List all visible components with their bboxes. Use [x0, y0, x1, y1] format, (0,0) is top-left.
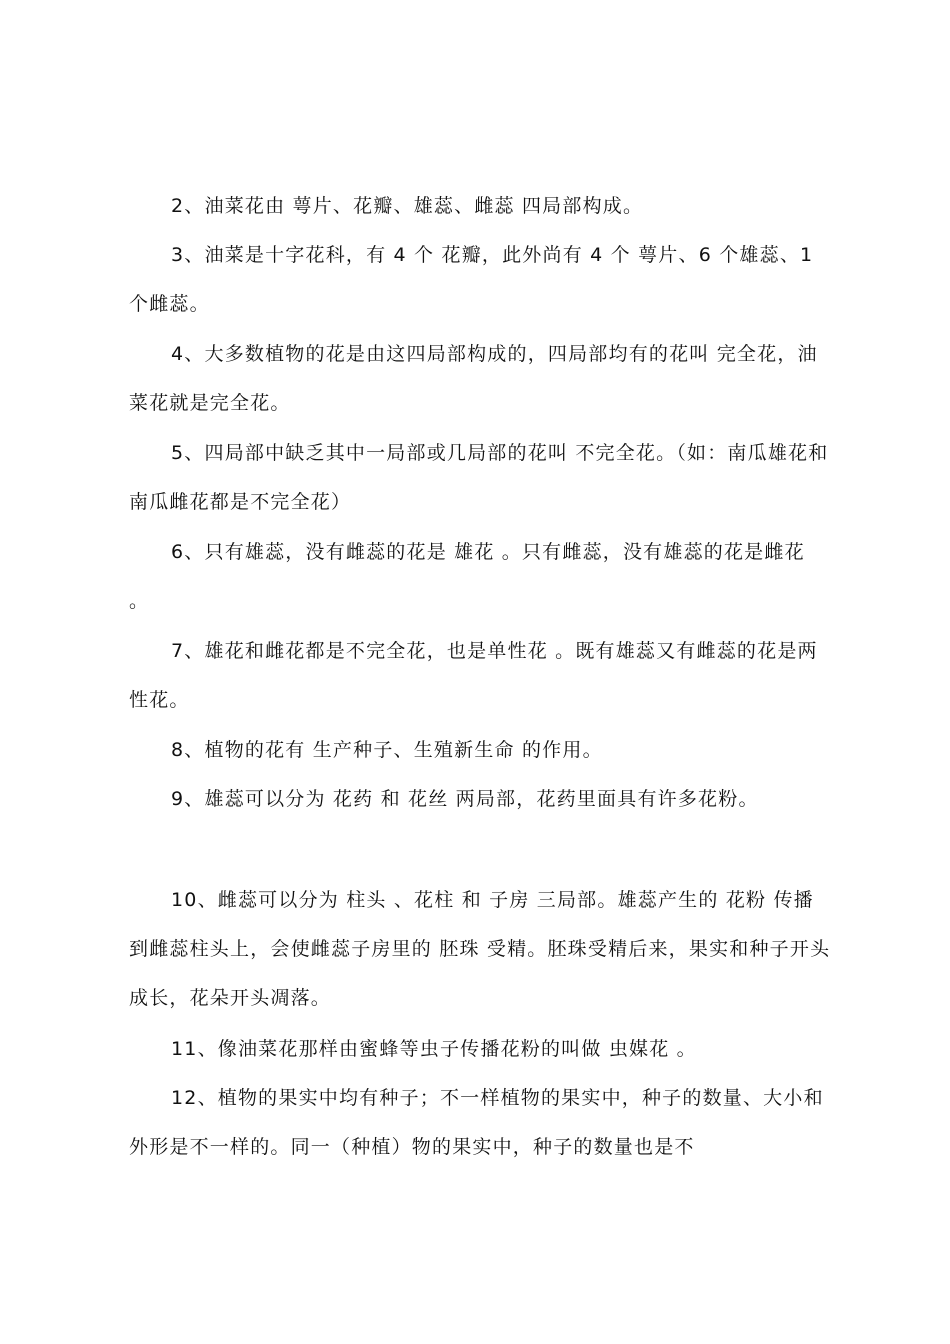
paragraph-11: 11、像油菜花那样由蜜蜂等虫子传播花粉的叫做 虫媒花 。 [171, 1038, 697, 1060]
paragraph-3: 3、油菜是十字花科，有 4 个 花瓣，此外尚有 4 个 萼片、6 个雄蕊、1 个雌蕊。 [129, 244, 814, 315]
paragraph-2: 2、油菜花由 萼片、花瓣、雄蕊、雌蕊 四局部构成。 [171, 195, 644, 217]
paragraph-8: 8、植物的花有 生产种子、生殖新生命 的作用。 [171, 739, 603, 761]
paragraph-5: 5、四局部中缺乏其中一局部或几局部的花叫 不完全花。（如：南瓜雄花和南瓜雌花都是不完全花） [129, 442, 829, 513]
paragraph-6: 6、只有雄蕊，没有雌蕊的花是 雄花 。只有雌蕊，没有雄蕊的花是雌花 。 [129, 541, 805, 612]
paragraph-4: 4、大多数植物的花是由这四局部构成的，四局部均有的花叫 完全花，油菜花就是完全花。 [129, 343, 818, 414]
paragraph-12: 12、植物的果实中均有种子；不一样植物的果实中，种子的数量、大小和外形是不一样的。同一（种植）物的果实中，种子的数量也是不 [129, 1087, 824, 1158]
paragraph-7: 7、雄花和雌花都是不完全花，也是单性花 。既有雄蕊又有雌蕊的花是两性花。 [129, 640, 818, 711]
paragraph-9: 9、雄蕊可以分为 花药 和 花丝 两局部，花药里面具有许多花粉。 [171, 788, 759, 810]
paragraph-10: 10、雌蕊可以分为 柱头 、花柱 和 子房 三局部。雄蕊产生的 花粉 传播到雌蕊柱头上，会使雌蕊子房里的 胚珠 受精。胚珠受精后来，果实和种子开头成长，花朵开头凋落。 [129, 889, 831, 1009]
